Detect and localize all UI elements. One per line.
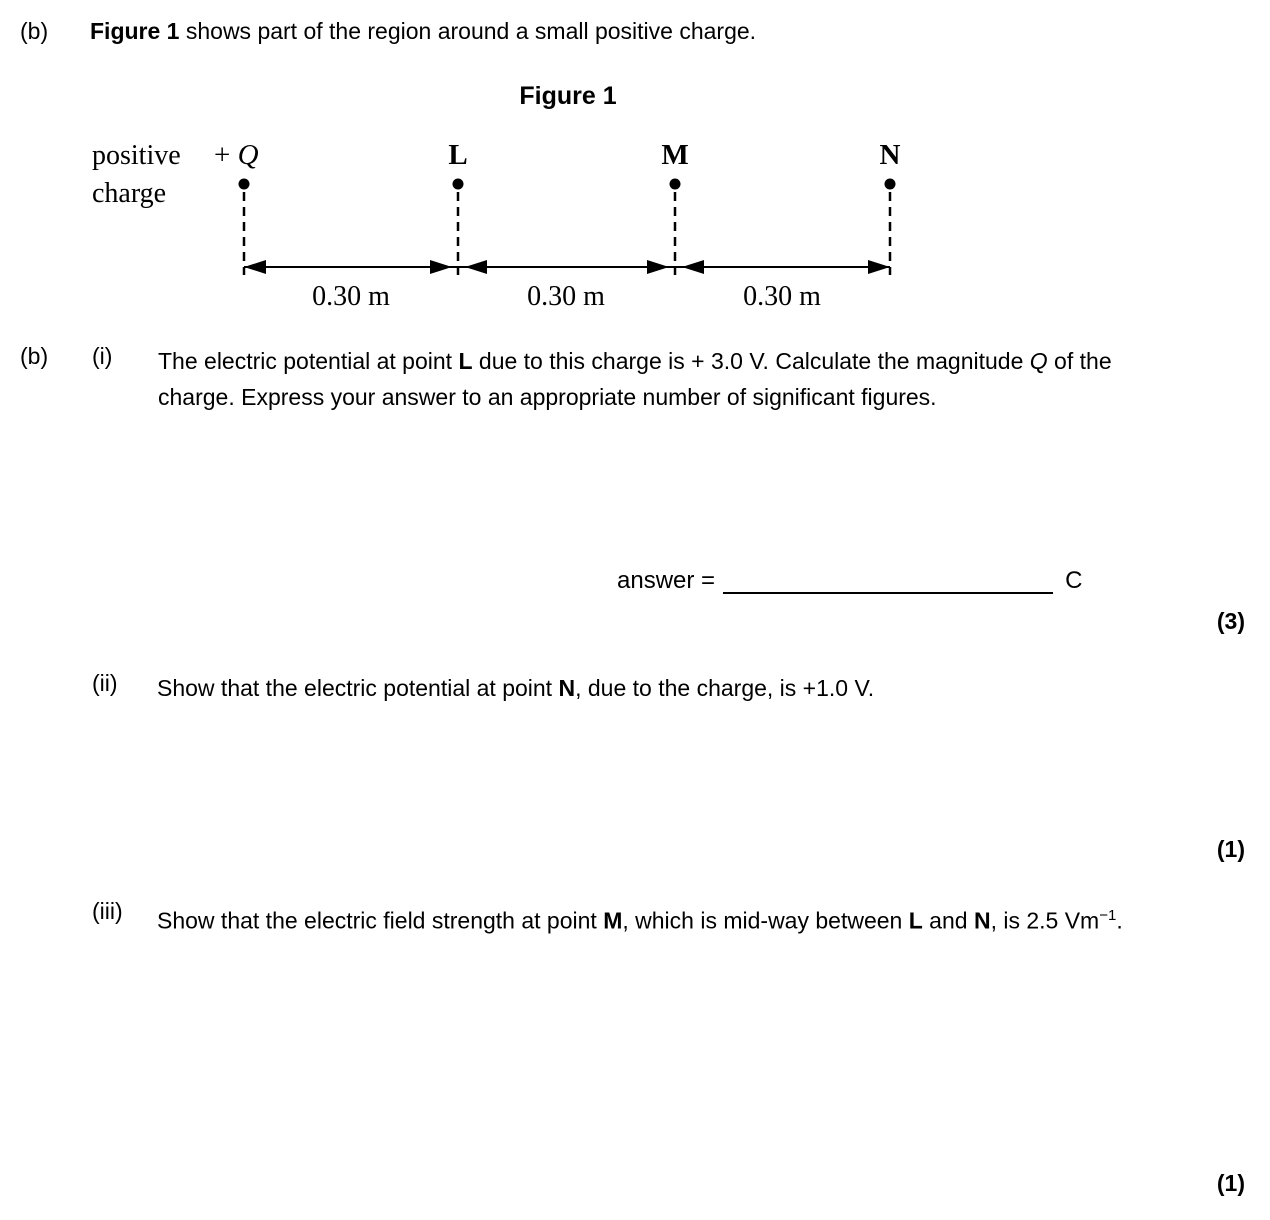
question-ii-text	[157, 670, 1187, 706]
point-ref-L: L	[458, 348, 473, 374]
question-i-text	[158, 343, 1183, 415]
distance-label-3: 0.30 m	[743, 281, 821, 312]
arrowhead-left-at-M	[682, 260, 704, 274]
text-run: , is 2.5 Vm	[990, 907, 1100, 934]
text-run: of the charge. Express your answer to an appropriate number of significant figures.	[158, 348, 1112, 410]
positive-charge-label-line2: charge	[92, 178, 167, 209]
marks-badge-1-ii: (1)	[1216, 836, 1245, 862]
marks-badge-3: (3)	[1216, 608, 1245, 634]
point-dot-N	[885, 179, 896, 190]
point-dot-L	[453, 179, 464, 190]
arrowhead-right-end	[868, 260, 890, 274]
point-ref-N: N	[973, 907, 991, 934]
distance-label-2: 0.30 m	[527, 281, 605, 312]
text-run: .	[1116, 907, 1123, 934]
question-number-i: (i)	[92, 343, 113, 369]
marks-badge-1-iii: (1)	[1216, 1170, 1245, 1196]
point-ref-N: N	[558, 675, 576, 701]
point-ref-M: M	[603, 907, 623, 934]
answer-label: answer =	[617, 567, 716, 594]
distance-label-1: 0.30 m	[312, 281, 390, 312]
text-run: Show that the electric field strength at point	[157, 907, 604, 934]
figure-title: Figure 1	[519, 82, 617, 110]
positive-charge-label-line1: positive	[92, 140, 181, 171]
charge-dot	[239, 179, 250, 190]
text-run: due to this charge is + 3.0 V. Calculate the magnitude	[472, 348, 1030, 374]
text-run: , which is mid-way between	[622, 907, 909, 934]
point-label-N: N	[879, 139, 901, 171]
text-run: The electric potential at point	[158, 348, 459, 374]
charge-ref-Q: Q	[1029, 348, 1048, 374]
figure-reference: Figure 1	[90, 18, 180, 44]
exponent: −1	[1099, 907, 1117, 924]
intro-text	[90, 18, 1190, 45]
text-run: shows part of the region around a small positive charge.	[179, 18, 757, 44]
question-iii-text	[157, 898, 1172, 939]
text-run: , due to the charge, is +1.0 V.	[575, 675, 875, 701]
figure-1-diagram	[0, 128, 1000, 313]
arrowhead-right-at-M	[647, 260, 669, 274]
question-number-ii: (ii)	[92, 670, 118, 696]
text-run: Show that the electric potential at point	[157, 675, 559, 701]
question-number-iii: (iii)	[92, 898, 123, 924]
answer-blank-line	[723, 568, 1053, 594]
point-label-M: M	[661, 139, 689, 171]
part-label-b-repeat: (b)	[20, 343, 49, 369]
answer-unit: C	[1065, 567, 1083, 594]
point-ref-L: L	[908, 907, 923, 934]
point-label-L: L	[448, 139, 468, 171]
arrowhead-left-end	[244, 260, 266, 274]
arrowhead-left-at-L	[465, 260, 487, 274]
text-run: and	[922, 907, 974, 934]
answer-row	[617, 567, 1082, 595]
part-label-b: (b)	[20, 18, 49, 44]
arrowhead-right-at-L	[430, 260, 452, 274]
charge-symbol: + Q	[214, 139, 259, 171]
point-dot-M	[670, 179, 681, 190]
